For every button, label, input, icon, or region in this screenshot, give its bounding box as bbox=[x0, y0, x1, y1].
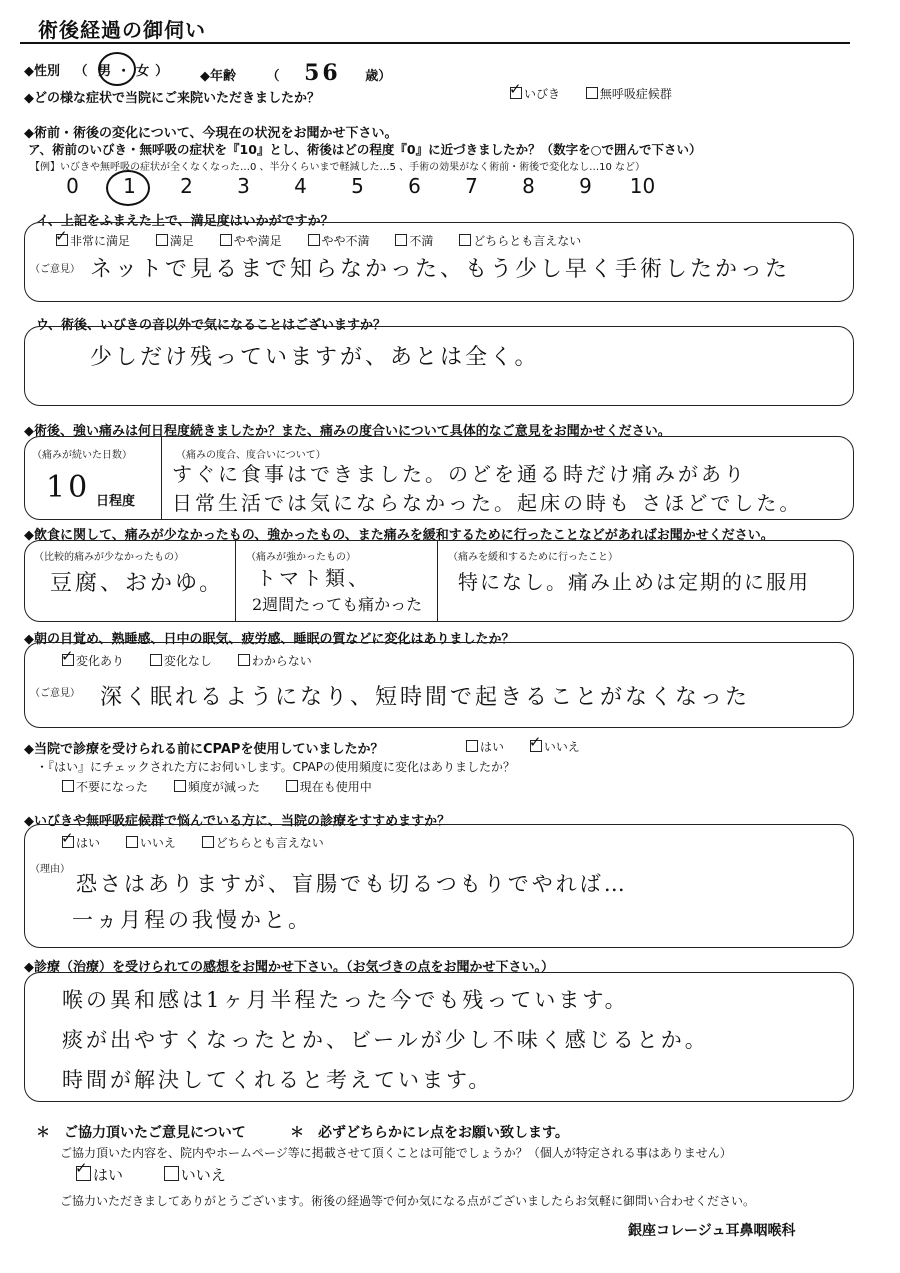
consent-header-left: ＊ ご協力頂いたご意見について bbox=[36, 1125, 246, 1141]
satisfaction-option[interactable]: どちらとも言えない bbox=[459, 234, 581, 248]
scale-2[interactable]: 2 bbox=[180, 174, 193, 198]
scale-4[interactable]: 4 bbox=[294, 174, 307, 198]
change-sub-question: ア、術前のいびき・無呼吸の症状を『10』とし、術後はどの程度『0』に近づきましたか？（数字を○で囲んで下さい） bbox=[28, 142, 702, 157]
impression-line1[interactable]: 喉の異和感は1ヶ月半程たった今でも残っています。 bbox=[62, 988, 629, 1012]
sleep-options bbox=[62, 652, 334, 669]
satisfaction-options bbox=[56, 232, 603, 249]
symptom-question: ◆どの様な症状で当院にご来院いただきましたか？ bbox=[24, 91, 320, 106]
satisfaction-opinion[interactable]: ネットで見るまで知らなかった、もう少し早く手術したかった bbox=[90, 257, 791, 282]
age-value[interactable]: 56 bbox=[304, 60, 341, 86]
cpap-option-yes[interactable]: はい bbox=[466, 740, 504, 754]
pain-days-value[interactable]: 10 bbox=[46, 470, 91, 505]
pain-degree-line1[interactable]: すぐに食事はできました。のどを通る時だけ痛みがあり bbox=[172, 462, 747, 486]
sleep-opinion-label: （ご意見） bbox=[30, 688, 80, 699]
checkbox-icon[interactable] bbox=[126, 836, 138, 848]
checkbox-icon[interactable] bbox=[62, 654, 74, 666]
recommend-question: ◆いびきや無呼吸症候群で悩んでいる方に、当院の診療をすすめますか？ bbox=[24, 814, 451, 829]
checkbox-icon[interactable] bbox=[220, 234, 232, 246]
cpap-followup-option[interactable]: 現在も使用中 bbox=[286, 780, 372, 794]
food-less-label: （比較的痛みが少なかったもの） bbox=[34, 552, 184, 563]
page-title: 術後経過の御伺い bbox=[38, 18, 206, 42]
food-strong-line2[interactable]: 2週間たっても痛かった bbox=[252, 595, 423, 614]
satisfaction-option[interactable]: やや満足 bbox=[220, 234, 282, 248]
scale-7[interactable]: 7 bbox=[465, 174, 478, 198]
pain-degree-line2[interactable]: 日常生活では気にならなかった。起床の時も さほどでした。 bbox=[172, 491, 803, 515]
checkbox-icon[interactable] bbox=[156, 234, 168, 246]
recommend-option[interactable]: いいえ bbox=[126, 836, 176, 850]
recommend-option[interactable]: どちらとも言えない bbox=[202, 836, 324, 850]
satisfaction-question: イ、上記をふまえた上で、満足度はいかがですか？ bbox=[36, 214, 334, 229]
food-relief-answer[interactable]: 特になし。痛み止めは定期的に服用 bbox=[458, 570, 810, 594]
scale-5[interactable]: 5 bbox=[351, 174, 364, 198]
pain-degree-label: （痛みの度合、度合いについて） bbox=[176, 450, 326, 461]
recommend-reason-label: （理由） bbox=[30, 864, 70, 875]
age-label: ◆年齢 bbox=[200, 69, 236, 84]
change-question: ◆術前・術後の変化について、今現在の状況をお聞かせ下さい。 bbox=[24, 126, 398, 141]
other-concern-question: ウ、術後、いびきの音以外で気になることはございますか？ bbox=[36, 318, 386, 333]
sex-selected-circle bbox=[98, 52, 136, 86]
checkbox-icon[interactable] bbox=[308, 234, 320, 246]
checkbox-icon[interactable] bbox=[286, 780, 298, 792]
checkbox-icon[interactable] bbox=[150, 654, 162, 666]
checkbox-icon[interactable] bbox=[459, 234, 471, 246]
scale-selected-circle bbox=[106, 170, 150, 206]
cpap-followup-option[interactable]: 頻度が減った bbox=[174, 780, 260, 794]
consent-option-no[interactable]: いいえ bbox=[164, 1166, 226, 1184]
food-divider-2 bbox=[437, 541, 438, 621]
impression-line2[interactable]: 痰が出やすくなったとか、ビールが少し不味く感じるとか。 bbox=[62, 1028, 709, 1052]
checkbox-icon[interactable] bbox=[238, 654, 250, 666]
impression-question: ◆診療（治療）を受けられての感想をお聞かせ下さい。（お気づきの点をお聞かせ下さい。） bbox=[24, 960, 554, 975]
consent-question: ご協力頂いた内容を、院内やホームページ等に掲載させて頂くことは可能でしょうか？（個人が特定される事はありません） bbox=[60, 1146, 732, 1160]
sleep-opinion[interactable]: 深く眠れるようになり、短時間で起きることがなくなった bbox=[100, 685, 751, 710]
checkbox-icon[interactable] bbox=[62, 836, 74, 848]
symptom-options bbox=[510, 85, 694, 102]
scale-8[interactable]: 8 bbox=[522, 174, 535, 198]
sleep-question: ◆朝の目覚め、熟睡感、日中の眠気、疲労感、睡眠の質などに変化はありましたか？ bbox=[24, 632, 515, 647]
cpap-followup-option[interactable]: 不要になった bbox=[62, 780, 148, 794]
sleep-option[interactable]: ✓変化あり bbox=[62, 654, 124, 668]
recommend-options bbox=[62, 834, 346, 851]
title-underline bbox=[20, 42, 850, 44]
food-divider-1 bbox=[235, 541, 236, 621]
pain-divider bbox=[161, 437, 162, 519]
scale-3[interactable]: 3 bbox=[237, 174, 250, 198]
satisfaction-option[interactable]: ✓非常に満足 bbox=[56, 234, 130, 248]
food-less-answer[interactable]: 豆腐、おかゆ。 bbox=[50, 571, 225, 596]
consent-option-yes[interactable]: ✓はい bbox=[76, 1166, 123, 1184]
pain-days-unit: 日程度 bbox=[96, 494, 136, 509]
checkbox-icon[interactable] bbox=[466, 740, 478, 752]
impression-line3[interactable]: 時間が解決してくれると考えています。 bbox=[62, 1068, 493, 1092]
scale-1[interactable]: 1 bbox=[123, 174, 136, 198]
consent-header-right: ＊ 必ずどちらかにレ点をお願い致します。 bbox=[290, 1125, 569, 1141]
recommend-reason-line1[interactable]: 恐さはありますが、盲腸でも切るつもりでやれば… bbox=[76, 872, 628, 896]
sleep-option[interactable]: 変化なし bbox=[150, 654, 212, 668]
satisfaction-option[interactable]: 満足 bbox=[156, 234, 194, 248]
cpap-option-no[interactable]: ✓ いいえ bbox=[530, 740, 580, 754]
checkbox-icon[interactable] bbox=[395, 234, 407, 246]
scale-9[interactable]: 9 bbox=[579, 174, 592, 198]
checkbox-icon[interactable] bbox=[174, 780, 186, 792]
checkbox-icon[interactable] bbox=[62, 780, 74, 792]
change-example: 【例】いびきや無呼吸の症状が全くなくなった…0 、半分くらいまで軽減した…5 、手術の効果がなく術前・術後で変化なし…10 など） bbox=[30, 162, 645, 173]
satisfaction-option[interactable]: 不満 bbox=[395, 234, 433, 248]
food-strong-label: （痛みが強かったもの） bbox=[246, 552, 356, 563]
satisfaction-opinion-label: （ご意見） bbox=[30, 264, 80, 275]
cpap-followup-options bbox=[62, 778, 394, 795]
checkbox-icon[interactable] bbox=[76, 1166, 91, 1181]
scale-0[interactable]: 0 bbox=[66, 174, 79, 198]
sex-option-female[interactable]: 女 bbox=[136, 64, 150, 79]
recommend-option[interactable]: ✓はい bbox=[62, 836, 100, 850]
food-strong-line1[interactable]: トマト類、 bbox=[256, 566, 371, 590]
sleep-option[interactable]: わからない bbox=[238, 654, 312, 668]
cpap-followup: ・『はい』にチェックされた方にお伺いします。CPAPの使用頻度に変化はありましたか？ bbox=[36, 760, 515, 774]
age-unit: 歳 bbox=[365, 69, 379, 84]
consent-options bbox=[76, 1164, 248, 1185]
symptom-option-apnea[interactable]: 無呼吸症候群 bbox=[586, 87, 672, 101]
food-relief-label: （痛みを緩和するために行ったこと） bbox=[448, 552, 618, 563]
checkbox-icon[interactable] bbox=[202, 836, 214, 848]
sex-label: ◆性別 bbox=[24, 64, 60, 79]
sex-row: ◆性別 （ 男 ・ 女 ） bbox=[24, 64, 169, 79]
cpap-question: ◆当院で診療を受けられる前にCPAPを使用していましたか？ bbox=[24, 742, 384, 757]
scale-10[interactable]: 10 bbox=[629, 174, 656, 198]
checkbox-icon[interactable] bbox=[164, 1166, 179, 1181]
sex-option-male[interactable]: 男 bbox=[98, 64, 112, 79]
cpap-options bbox=[466, 738, 602, 755]
other-concern-answer[interactable]: 少しだけ残っていますが、あとは全く。 bbox=[90, 345, 540, 370]
satisfaction-option[interactable]: やや不満 bbox=[308, 234, 370, 248]
food-question: ◆飲食に関して、痛みが少なかったもの、強かったもの、また痛みを緩和するために行ったことなどがあればお聞かせください。 bbox=[24, 528, 774, 543]
pain-days-label: （痛みが続いた日数） bbox=[32, 450, 132, 461]
symptom-option-snoring[interactable]: ✓ いびき bbox=[510, 87, 560, 101]
pain-question: ◆術後、強い痛みは何日程度続きましたか？また、痛みの度合いについて具体的なご意見をお聞かせください。 bbox=[24, 424, 671, 439]
checkbox-icon[interactable] bbox=[530, 740, 542, 752]
checkbox-icon[interactable] bbox=[586, 87, 598, 99]
recommend-reason-line2[interactable]: 一ヵ月程の我慢かと。 bbox=[72, 908, 312, 932]
footer-thanks: ご協力いただきましてありがとうございます。術後の経過等で何か気になる点がございましたらお気軽に御問い合わせください。 bbox=[60, 1194, 756, 1208]
clinic-name: 銀座コレージュ耳鼻咽喉科 bbox=[628, 1223, 796, 1239]
scale-6[interactable]: 6 bbox=[408, 174, 421, 198]
checkbox-icon[interactable] bbox=[56, 234, 68, 246]
age-row: ◆年齢 （ 56 歳） bbox=[200, 60, 392, 86]
checkbox-icon[interactable] bbox=[510, 87, 522, 99]
